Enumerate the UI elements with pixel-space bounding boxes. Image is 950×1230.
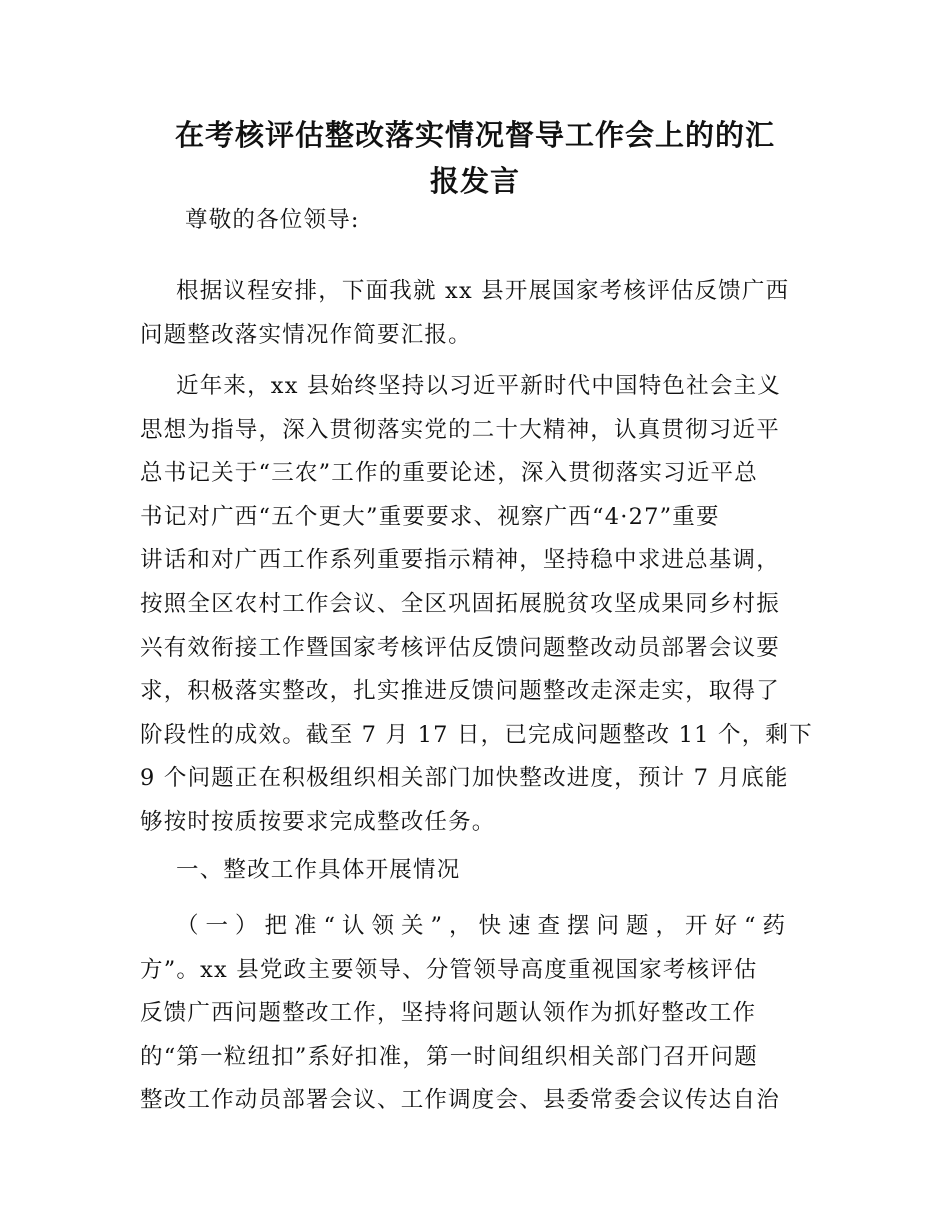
salutation: 尊敬的各位领导: [185, 207, 360, 233]
paragraph-2-line: 近年来，xx 县始终坚持以习近平新时代中国特色社会主义 [176, 373, 781, 399]
paragraph-2-line: 够按时按质按要求完成整改任务。 [140, 808, 496, 835]
paragraph-2-line: 兴有效衔接工作暨国家考核评估反馈问题整改动员部署会议要 [140, 634, 780, 661]
paragraph-3 [140, 905, 810, 1123]
paragraph-2-line: 思想为指导，深入贯彻落实党的二十大精神，认真贯彻习近平 [140, 416, 780, 443]
paragraph-1 [140, 270, 810, 357]
section-heading-1: 一、整改工作具体开展情况 [176, 857, 461, 883]
paragraph-1-line: 根据议程安排，下面我就 xx 县开展国家考核评估反馈广西 [176, 278, 790, 304]
paragraph-2-line: 书记对广西“五个更大”重要要求、视察广西“4·27”重要 [140, 503, 720, 530]
title-line-1: 在考核评估整改落实情况督导工作会上的的汇 [174, 118, 775, 152]
paragraph-1-line: 问题整改落实情况作简要汇报。 [140, 321, 472, 348]
paragraph-2-line: 总书记关于“三农”工作的重要论述，深入贯彻落实习近平总 [140, 460, 758, 487]
paragraph-3-line: 反馈广西问题整改工作，坚持将问题认领作为抓好整改工作 [140, 1000, 757, 1027]
paragraph-2 [140, 365, 813, 845]
paragraph-2-line: 阶段性的成效。截至 7 月 17 日，已完成问题整改 11 个，剩下 [140, 721, 813, 748]
paragraph-3-line: 方”。xx 县党政主要领导、分管领导高度重视国家考核评估 [140, 956, 758, 983]
paragraph-2-line: 按照全区农村工作会议、全区巩固拓展脱贫攻坚成果同乡村振 [140, 590, 780, 617]
paragraph-3-line: 整改工作动员部署会议、工作调度会、县委常委会议传达自治 [140, 1087, 780, 1114]
paragraph-3-line: （一）把准“认领关”，快速查摆问题，开好“药 [176, 913, 793, 939]
document-title [140, 112, 810, 204]
title-line-2: 报发言 [429, 164, 520, 198]
paragraph-3-line: 的“第一粒纽扣”系好扣准，第一时间组织相关部门召开问题 [140, 1043, 758, 1070]
paragraph-2-line: 讲话和对广西工作系列重要指示精神，坚持稳中求进总基调， [140, 547, 780, 574]
paragraph-2-line: 9 个问题正在积极组织相关部门加快整改进度，预计 7 月底能 [140, 765, 789, 792]
paragraph-2-line: 求，积极落实整改，扎实推进反馈问题整改走深走实，取得了 [140, 678, 780, 705]
